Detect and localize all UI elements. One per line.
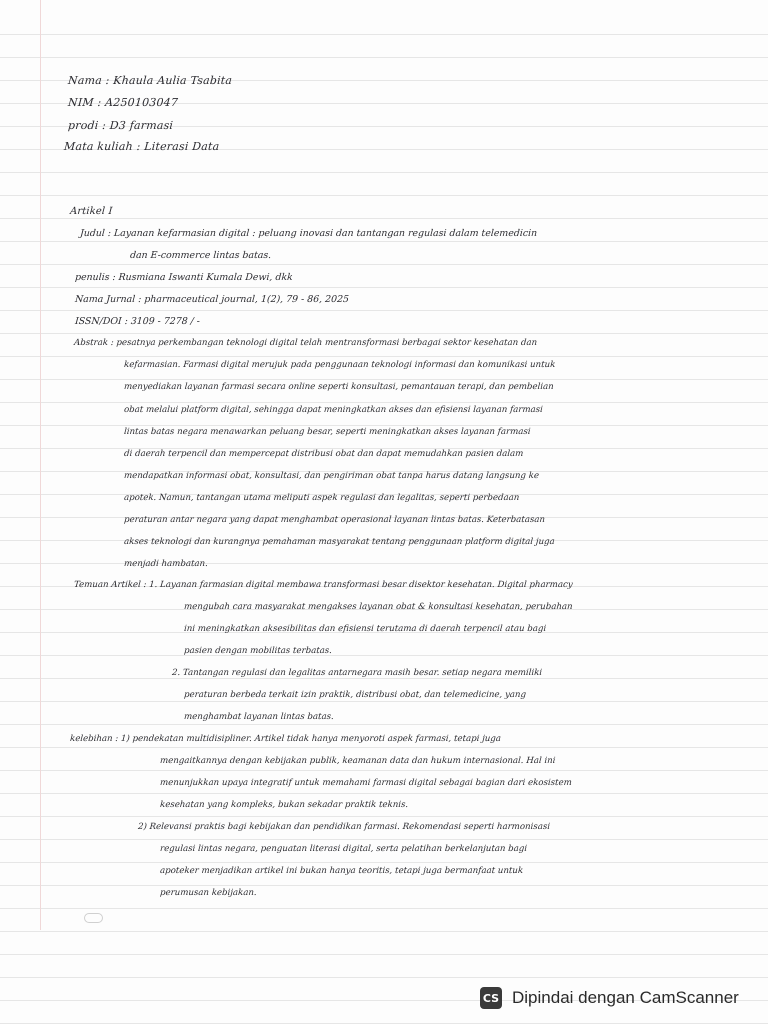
abstract-line: menjadi hambatan. xyxy=(123,559,209,569)
abstract-line: akses teknologi dan kurangnya pemahaman masyarakat tentang penggunaan platform digital juga xyxy=(123,537,555,547)
abstract-line: kefarmasian. Farmasi digital merujuk pada penggunaan teknologi informasi dan komunikasi untuk xyxy=(123,360,556,370)
finding-line: 2. Tantangan regulasi dan legalitas antarnegara masih besar. setiap negara memiliki xyxy=(171,668,543,678)
finding-line: pasien dengan mobilitas terbatas. xyxy=(183,646,333,656)
camscanner-watermark xyxy=(480,984,750,1012)
strength-line: 2) Relevansi praktis bagi kebijakan dan pendidikan farmasi. Rekomendasi seperti harmonisasi xyxy=(137,822,551,832)
abstract-line: obat melalui platform digital, sehingga dapat meningkatkan akses dan efisiensi layanan farmasi xyxy=(123,405,544,415)
article-number: Artikel I xyxy=(69,206,113,217)
abstract-line: lintas batas negara menawarkan peluang besar, seperti meningkatkan akses layanan farmasi xyxy=(123,427,531,437)
watermark-text: Dipindai dengan CamScanner xyxy=(512,988,739,1007)
article-title-line-2: dan E-commerce lintas batas. xyxy=(129,250,272,261)
strength-line: apoteker menjadikan artikel ini bukan hanya teoritis, tetapi juga bermanfaat untuk xyxy=(159,866,524,876)
article-authors: penulis : Rusmiana Iswanti Kumala Dewi, dkk xyxy=(74,272,294,283)
abstract-line: menyediakan layanan farmasi secara online seperti konsultasi, pemantauan terapi, dan pembelian xyxy=(123,382,555,392)
finding-line: peraturan berbeda terkait izin praktik, distribusi obat, dan telemedicine, yang xyxy=(183,690,527,700)
abstract-line: Abstrak : pesatnya perkembangan teknologi digital telah mentransformasi berbagai sektor kesehatan dan xyxy=(73,338,538,348)
page-corner-mark xyxy=(84,913,103,923)
student-name: Nama : Khaula Aulia Tsabita xyxy=(67,74,233,87)
strength-line: perumusan kebijakan. xyxy=(159,888,258,898)
abstract-line: mendapatkan informasi obat, konsultasi, dan pengiriman obat tanpa harus datang langsung ke xyxy=(123,471,540,481)
abstract-line: apotek. Namun, tantangan utama meliputi aspek regulasi dan legalitas, seperti perbedaan xyxy=(123,493,520,503)
strength-line: menunjukkan upaya integratif untuk memahami farmasi digital sebagai bagian dari ekosistem xyxy=(159,778,573,788)
abstract-line: di daerah terpencil dan mempercepat distribusi obat dan dapat memudahkan pasien dalam xyxy=(123,449,524,459)
strength-line: regulasi lintas negara, penguatan literasi digital, serta pelatihan berkelanjutan bagi xyxy=(159,844,528,854)
finding-line: mengubah cara masyarakat mengakses layanan obat & konsultasi kesehatan, perubahan xyxy=(183,602,573,612)
student-nim: NIM : A250103047 xyxy=(67,96,179,109)
course-name: Mata kuliah : Literasi Data xyxy=(63,140,220,153)
article-issn: ISSN/DOI : 3109 - 7278 / - xyxy=(74,316,201,327)
margin-line xyxy=(40,0,41,930)
abstract-line: peraturan antar negara yang dapat menghambat operasional layanan lintas batas. Keterbatasan xyxy=(123,515,546,525)
strength-line: kesehatan yang kompleks, bukan sekadar praktik teknis. xyxy=(159,800,409,810)
camscanner-logo-icon: CS xyxy=(480,987,502,1009)
finding-line: Temuan Artikel : 1. Layanan farmasian digital membawa transformasi besar disektor kesehatan. Digital pharmacy xyxy=(73,580,573,590)
finding-line: menghambat layanan lintas batas. xyxy=(183,712,335,722)
strength-line: mengaitkannya dengan kebijakan publik, keamanan data dan hukum internasional. Hal ini xyxy=(159,756,556,766)
journal-name: Nama Jurnal : pharmaceutical journal, 1(2), 79 - 86, 2025 xyxy=(74,294,350,305)
article-title-line-1: Judul : Layanan kefarmasian digital : peluang inovasi dan tantangan regulasi dalam telemedicin xyxy=(79,228,538,239)
strength-line: kelebihan : 1) pendekatan multidisipliner. Artikel tidak hanya menyoroti aspek farmasi, tetapi juga xyxy=(69,734,502,744)
finding-line: ini meningkatkan aksesibilitas dan efisiensi terutama di daerah terpencil atau bagi xyxy=(183,624,547,634)
student-prodi: prodi : D3 farmasi xyxy=(67,119,174,132)
